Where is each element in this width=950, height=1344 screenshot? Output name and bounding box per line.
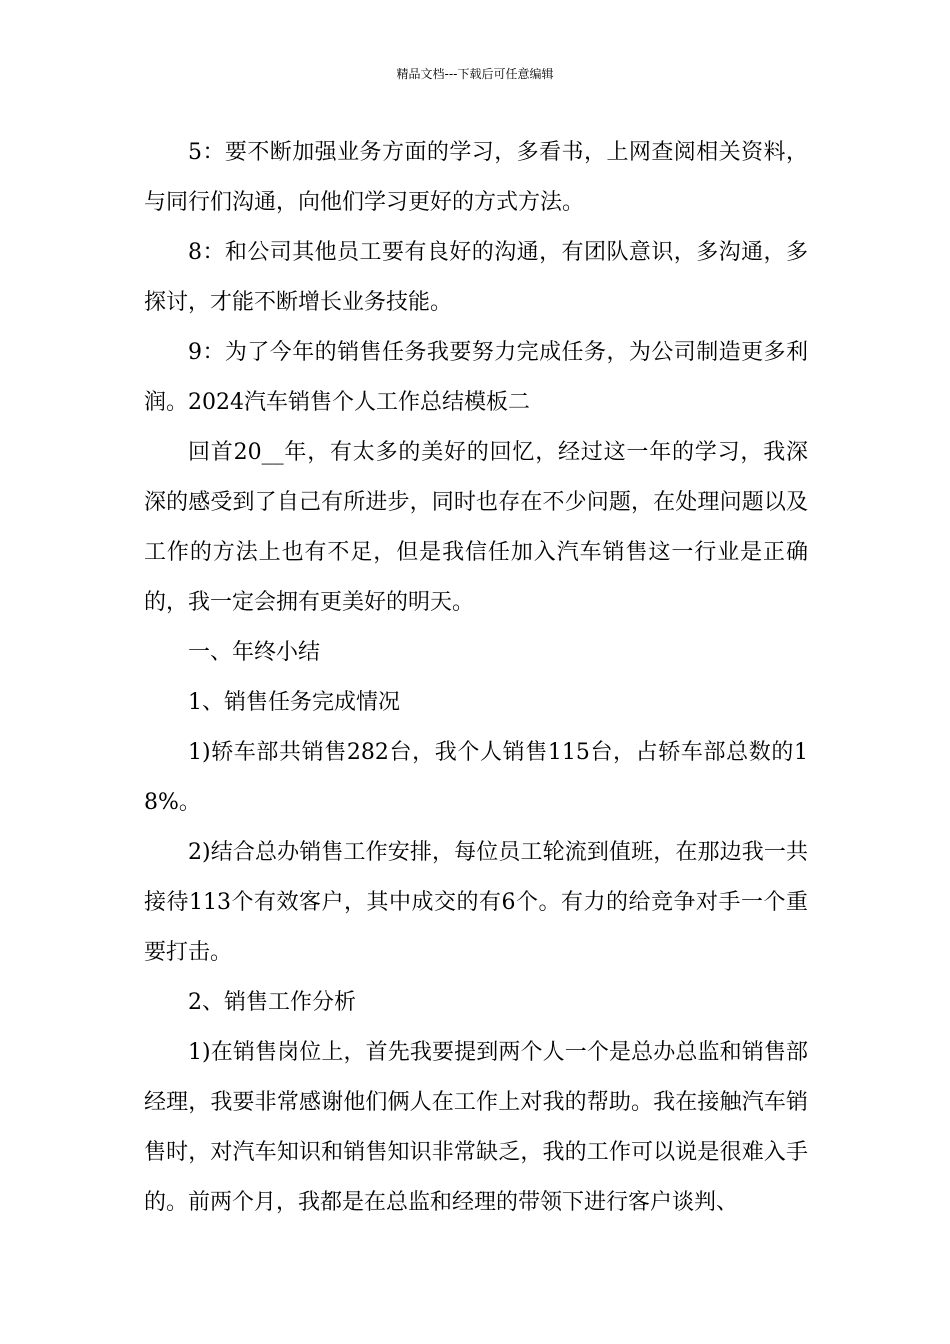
subheading-sales-task: 1、销售任务完成情况: [188, 690, 400, 715]
paragraph-item-8: 8：和公司其他员工要有良好的沟通，有团队意识，多沟通，多探讨，才能不断增长业务技能。: [144, 240, 808, 315]
paragraph-item-5: 5：要不断加强业务方面的学习，多看书，上网查阅相关资料，与同行们沟通，向他们学习更好的方式方法。: [144, 140, 808, 215]
subheading-sales-analysis: 2、销售工作分析: [188, 990, 356, 1015]
paragraph-sales-1: 1)轿车部共销售282台，我个人销售115台，占轿车部总数的18%。: [144, 740, 808, 815]
paragraph-review: 回首20__年，有太多的美好的回忆，经过这一年的学习，我深深的感受到了自己有所进步，同时也存在不少问题，在处理问题以及工作的方法上也有不足，但是我信任加入汽车销售这一行业是正确的，我一定会拥有更美好的明天。: [144, 440, 808, 615]
paragraph-sales-2: 2)结合总办销售工作安排，每位员工轮流到值班，在那边我一共接待113个有效客户，其中成交的有6个。有力的给竞争对手一个重要打击。: [144, 840, 808, 965]
paragraph-item-9: 9：为了今年的销售任务我要努力完成任务，为公司制造更多利润。2024汽车销售个人工作总结模板二: [144, 340, 808, 415]
page-header: 精品文档---下载后可任意编辑: [396, 67, 554, 81]
section-heading-summary: 一、年终小结: [188, 640, 321, 665]
document-body: [144, 128, 808, 1228]
paragraph-analysis-1: 1)在销售岗位上，首先我要提到两个人一个是总办总监和销售部经理，我要非常感谢他们俩人在工作上对我的帮助。我在接触汽车销售时，对汽车知识和销售知识非常缺乏，我的工作可以说是很难入手的。前两个月，我都是在总监和经理的带领下进行客户谈判、: [144, 1040, 808, 1215]
